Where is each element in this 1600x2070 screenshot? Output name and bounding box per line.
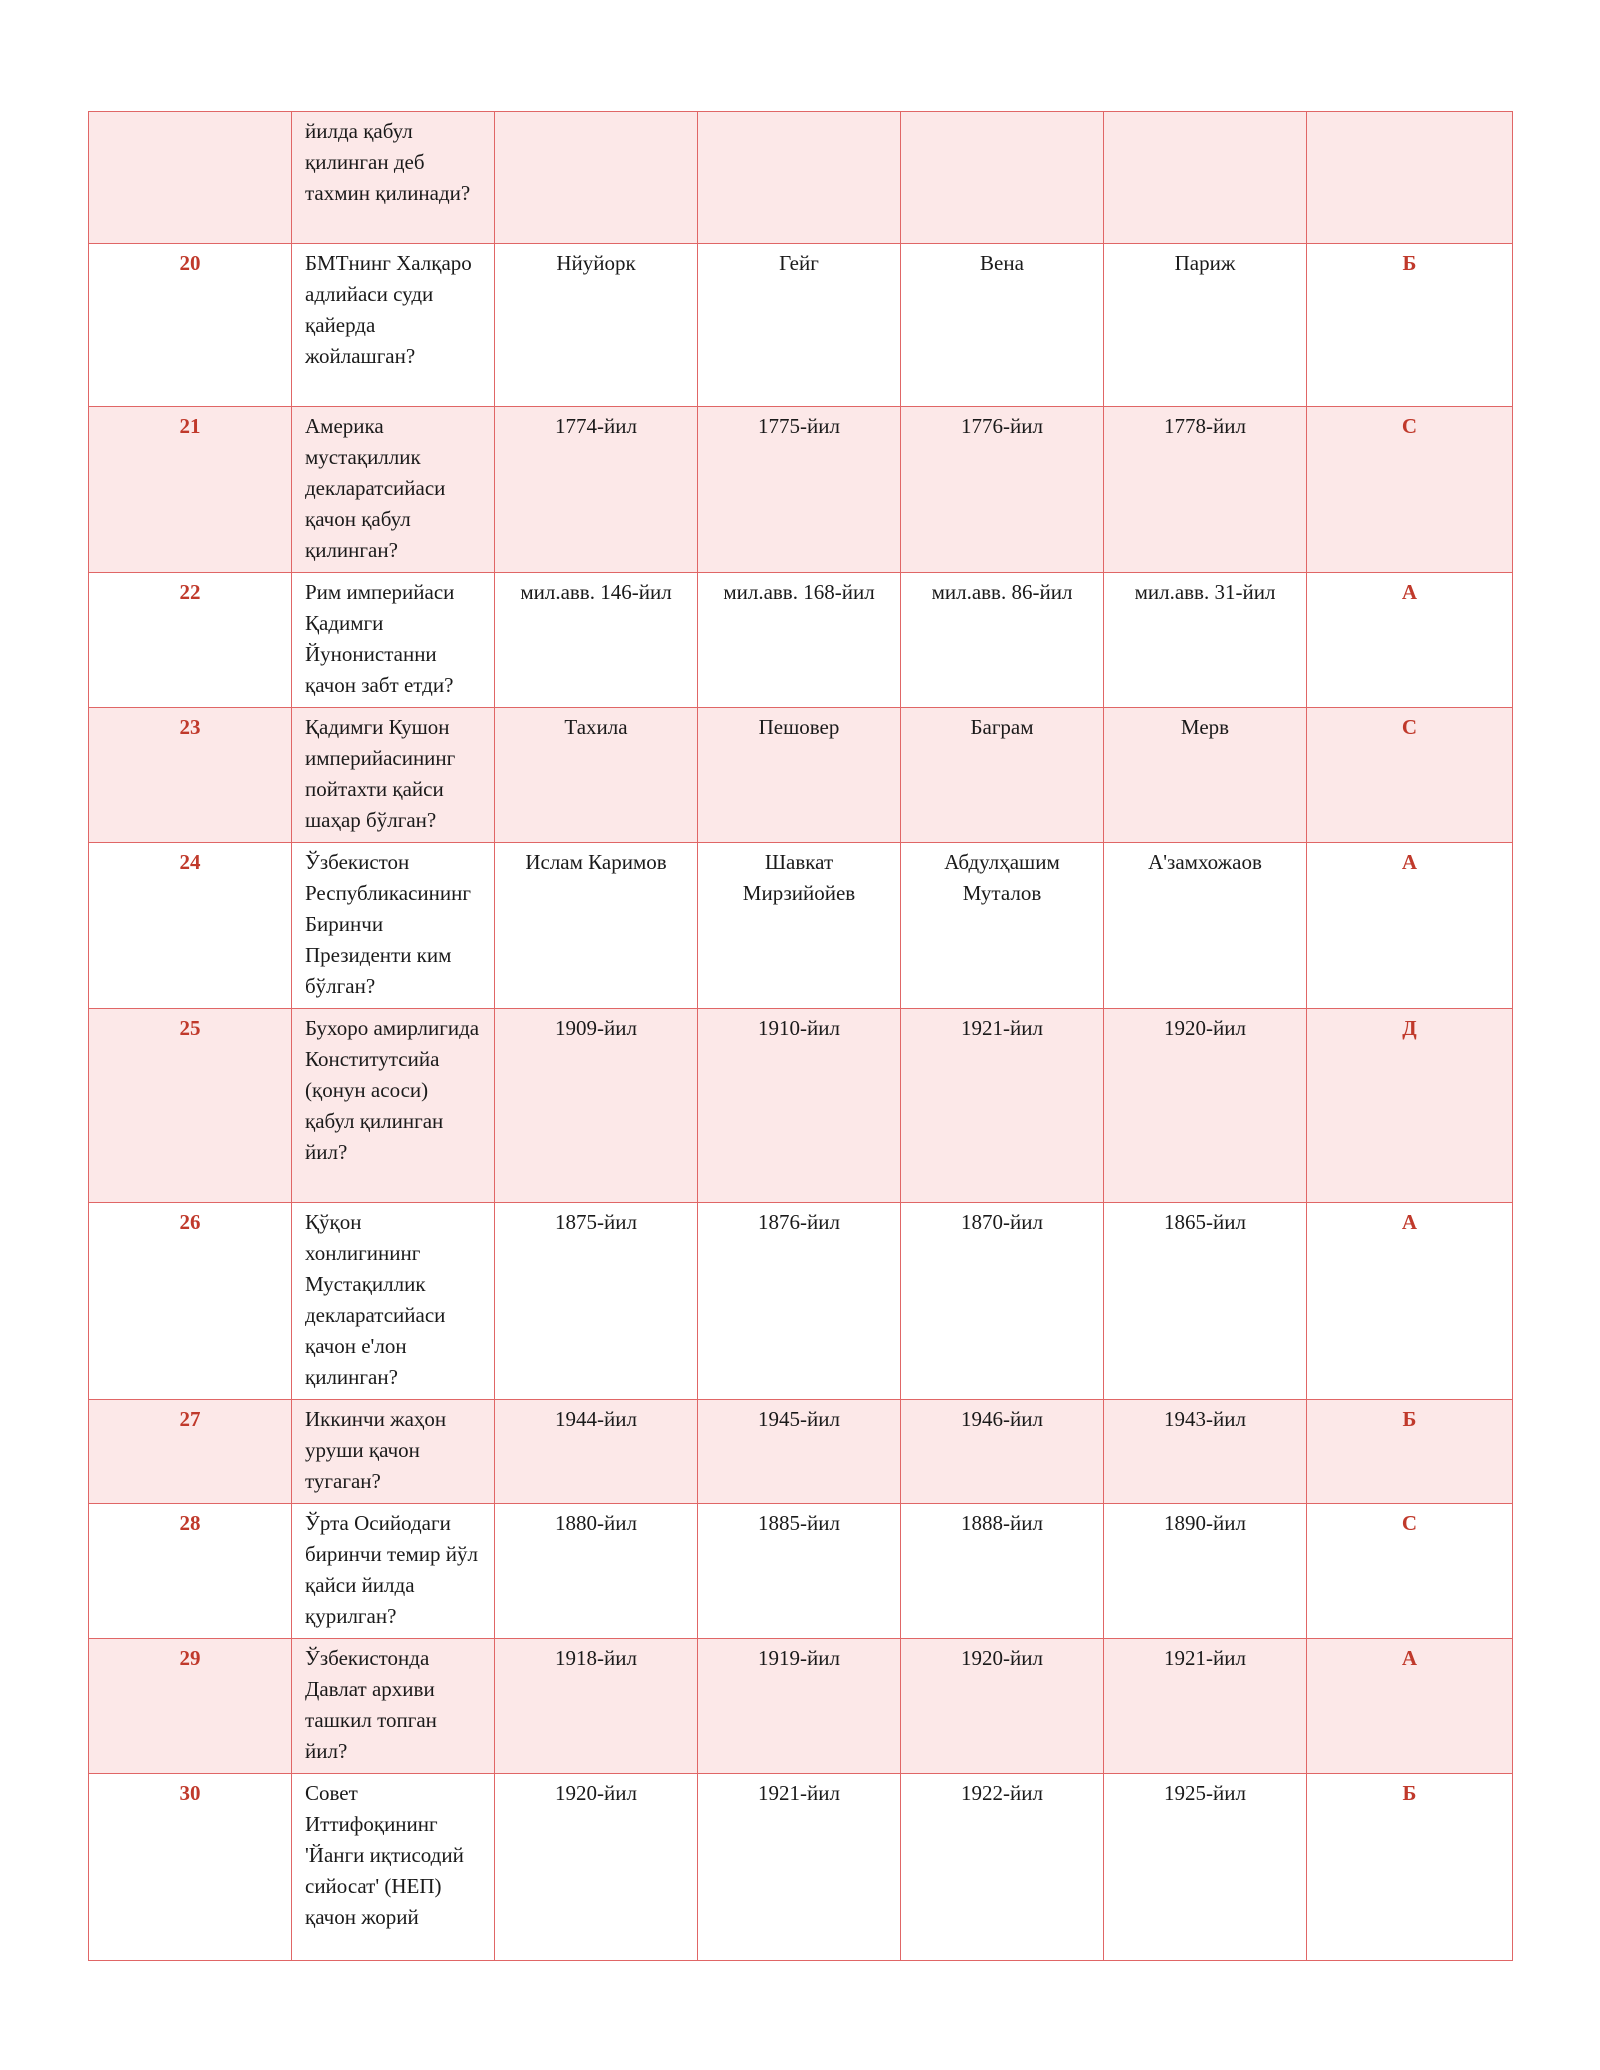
option-b: 1945-йил xyxy=(698,1400,901,1504)
option-c: Абдулҳашим Муталов xyxy=(901,843,1104,1009)
option-b: Гейг xyxy=(698,244,901,407)
question-number: 23 xyxy=(89,708,292,843)
option-d: 1925-йил xyxy=(1104,1774,1307,1961)
option-a: 1909-йил xyxy=(495,1009,698,1203)
option-c: 1888-йил xyxy=(901,1504,1104,1639)
option-a: Тахила xyxy=(495,708,698,843)
correct-answer: С xyxy=(1307,1504,1513,1639)
option-a xyxy=(495,112,698,244)
question-text: Ўзбекистон Республикасининг Биринчи Президенти ким бўлган? xyxy=(292,843,495,1009)
option-d: мил.авв. 31-йил xyxy=(1104,573,1307,708)
option-a: Нйуйорк xyxy=(495,244,698,407)
option-b: 1921-йил xyxy=(698,1774,901,1961)
option-d: 1920-йил xyxy=(1104,1009,1307,1203)
option-d: 1778-йил xyxy=(1104,407,1307,573)
table-row xyxy=(89,1639,1513,1774)
option-c: 1776-йил xyxy=(901,407,1104,573)
option-b: 1919-йил xyxy=(698,1639,901,1774)
option-c: 1920-йил xyxy=(901,1639,1104,1774)
correct-answer: Б xyxy=(1307,244,1513,407)
table-row xyxy=(89,1400,1513,1504)
question-number: 21 xyxy=(89,407,292,573)
correct-answer: А xyxy=(1307,843,1513,1009)
table-row xyxy=(89,407,1513,573)
option-a: 1880-йил xyxy=(495,1504,698,1639)
document-page xyxy=(88,111,1512,1961)
option-d: 1865-йил xyxy=(1104,1203,1307,1400)
table-row xyxy=(89,112,1513,244)
question-number: 24 xyxy=(89,843,292,1009)
question-number xyxy=(89,112,292,244)
quiz-table xyxy=(88,111,1513,1961)
option-d: А'замхожаов xyxy=(1104,843,1307,1009)
question-text: Совет Иттифоқининг 'Йанги иқтисодий сийосат' (НЕП) қачон жорий xyxy=(292,1774,495,1961)
question-number: 22 xyxy=(89,573,292,708)
option-b: 1885-йил xyxy=(698,1504,901,1639)
option-a: Ислам Каримов xyxy=(495,843,698,1009)
question-number: 20 xyxy=(89,244,292,407)
correct-answer: Б xyxy=(1307,1400,1513,1504)
option-c: 1921-йил xyxy=(901,1009,1104,1203)
question-text: Рим империйаси Қадимги Йунонистанни қачон забт етди? xyxy=(292,573,495,708)
option-b: мил.авв. 168-йил xyxy=(698,573,901,708)
option-b xyxy=(698,112,901,244)
option-b: 1910-йил xyxy=(698,1009,901,1203)
question-text: Ўрта Осийодаги биринчи темир йўл қайси йилда қурилган? xyxy=(292,1504,495,1639)
option-b: 1775-йил xyxy=(698,407,901,573)
option-c: 1922-йил xyxy=(901,1774,1104,1961)
question-number: 30 xyxy=(89,1774,292,1961)
correct-answer: С xyxy=(1307,708,1513,843)
question-number: 26 xyxy=(89,1203,292,1400)
question-text: Қадимги Кушон империйасининг пойтахти қайси шаҳар бўлган? xyxy=(292,708,495,843)
table-row xyxy=(89,1504,1513,1639)
question-text: Америка мустақиллик декларатсийаси қачон қабул қилинган? xyxy=(292,407,495,573)
option-d: 1943-йил xyxy=(1104,1400,1307,1504)
option-b: 1876-йил xyxy=(698,1203,901,1400)
correct-answer: С xyxy=(1307,407,1513,573)
question-text: Ўзбекистонда Давлат архиви ташкил топган йил? xyxy=(292,1639,495,1774)
option-c: 1870-йил xyxy=(901,1203,1104,1400)
option-a: 1918-йил xyxy=(495,1639,698,1774)
option-c xyxy=(901,112,1104,244)
question-number: 29 xyxy=(89,1639,292,1774)
table-row xyxy=(89,1203,1513,1400)
table-row xyxy=(89,573,1513,708)
option-d: 1921-йил xyxy=(1104,1639,1307,1774)
table-row xyxy=(89,708,1513,843)
question-text: йилда қабул қилинган деб тахмин қилинади? xyxy=(292,112,495,244)
option-c: мил.авв. 86-йил xyxy=(901,573,1104,708)
table-row xyxy=(89,843,1513,1009)
option-d: 1890-йил xyxy=(1104,1504,1307,1639)
question-number: 28 xyxy=(89,1504,292,1639)
option-d: Париж xyxy=(1104,244,1307,407)
correct-answer: А xyxy=(1307,573,1513,708)
question-number: 25 xyxy=(89,1009,292,1203)
table-row xyxy=(89,1009,1513,1203)
option-b: Пешовер xyxy=(698,708,901,843)
question-text: Қўқон хонлигининг Мустақиллик декларатсийаси қачон е'лон қилинган? xyxy=(292,1203,495,1400)
option-d: Мерв xyxy=(1104,708,1307,843)
option-c: Вена xyxy=(901,244,1104,407)
question-text: Бухоро амирлигида Конститутсийа (қонун асоси) қабул қилинган йил? xyxy=(292,1009,495,1203)
option-a: 1774-йил xyxy=(495,407,698,573)
option-c: Баграм xyxy=(901,708,1104,843)
correct-answer: А xyxy=(1307,1639,1513,1774)
correct-answer: А xyxy=(1307,1203,1513,1400)
option-b: Шавкат Мирзийойев xyxy=(698,843,901,1009)
option-d xyxy=(1104,112,1307,244)
option-a: 1875-йил xyxy=(495,1203,698,1400)
question-text: Иккинчи жаҳон уруши қачон тугаган? xyxy=(292,1400,495,1504)
table-row xyxy=(89,1774,1513,1961)
question-number: 27 xyxy=(89,1400,292,1504)
option-a: 1920-йил xyxy=(495,1774,698,1961)
option-a: мил.авв. 146-йил xyxy=(495,573,698,708)
option-a: 1944-йил xyxy=(495,1400,698,1504)
table-row xyxy=(89,244,1513,407)
correct-answer xyxy=(1307,112,1513,244)
option-c: 1946-йил xyxy=(901,1400,1104,1504)
correct-answer: Д xyxy=(1307,1009,1513,1203)
correct-answer: Б xyxy=(1307,1774,1513,1961)
question-text: БМТнинг Халқаро адлийаси суди қайерда жойлашган? xyxy=(292,244,495,407)
